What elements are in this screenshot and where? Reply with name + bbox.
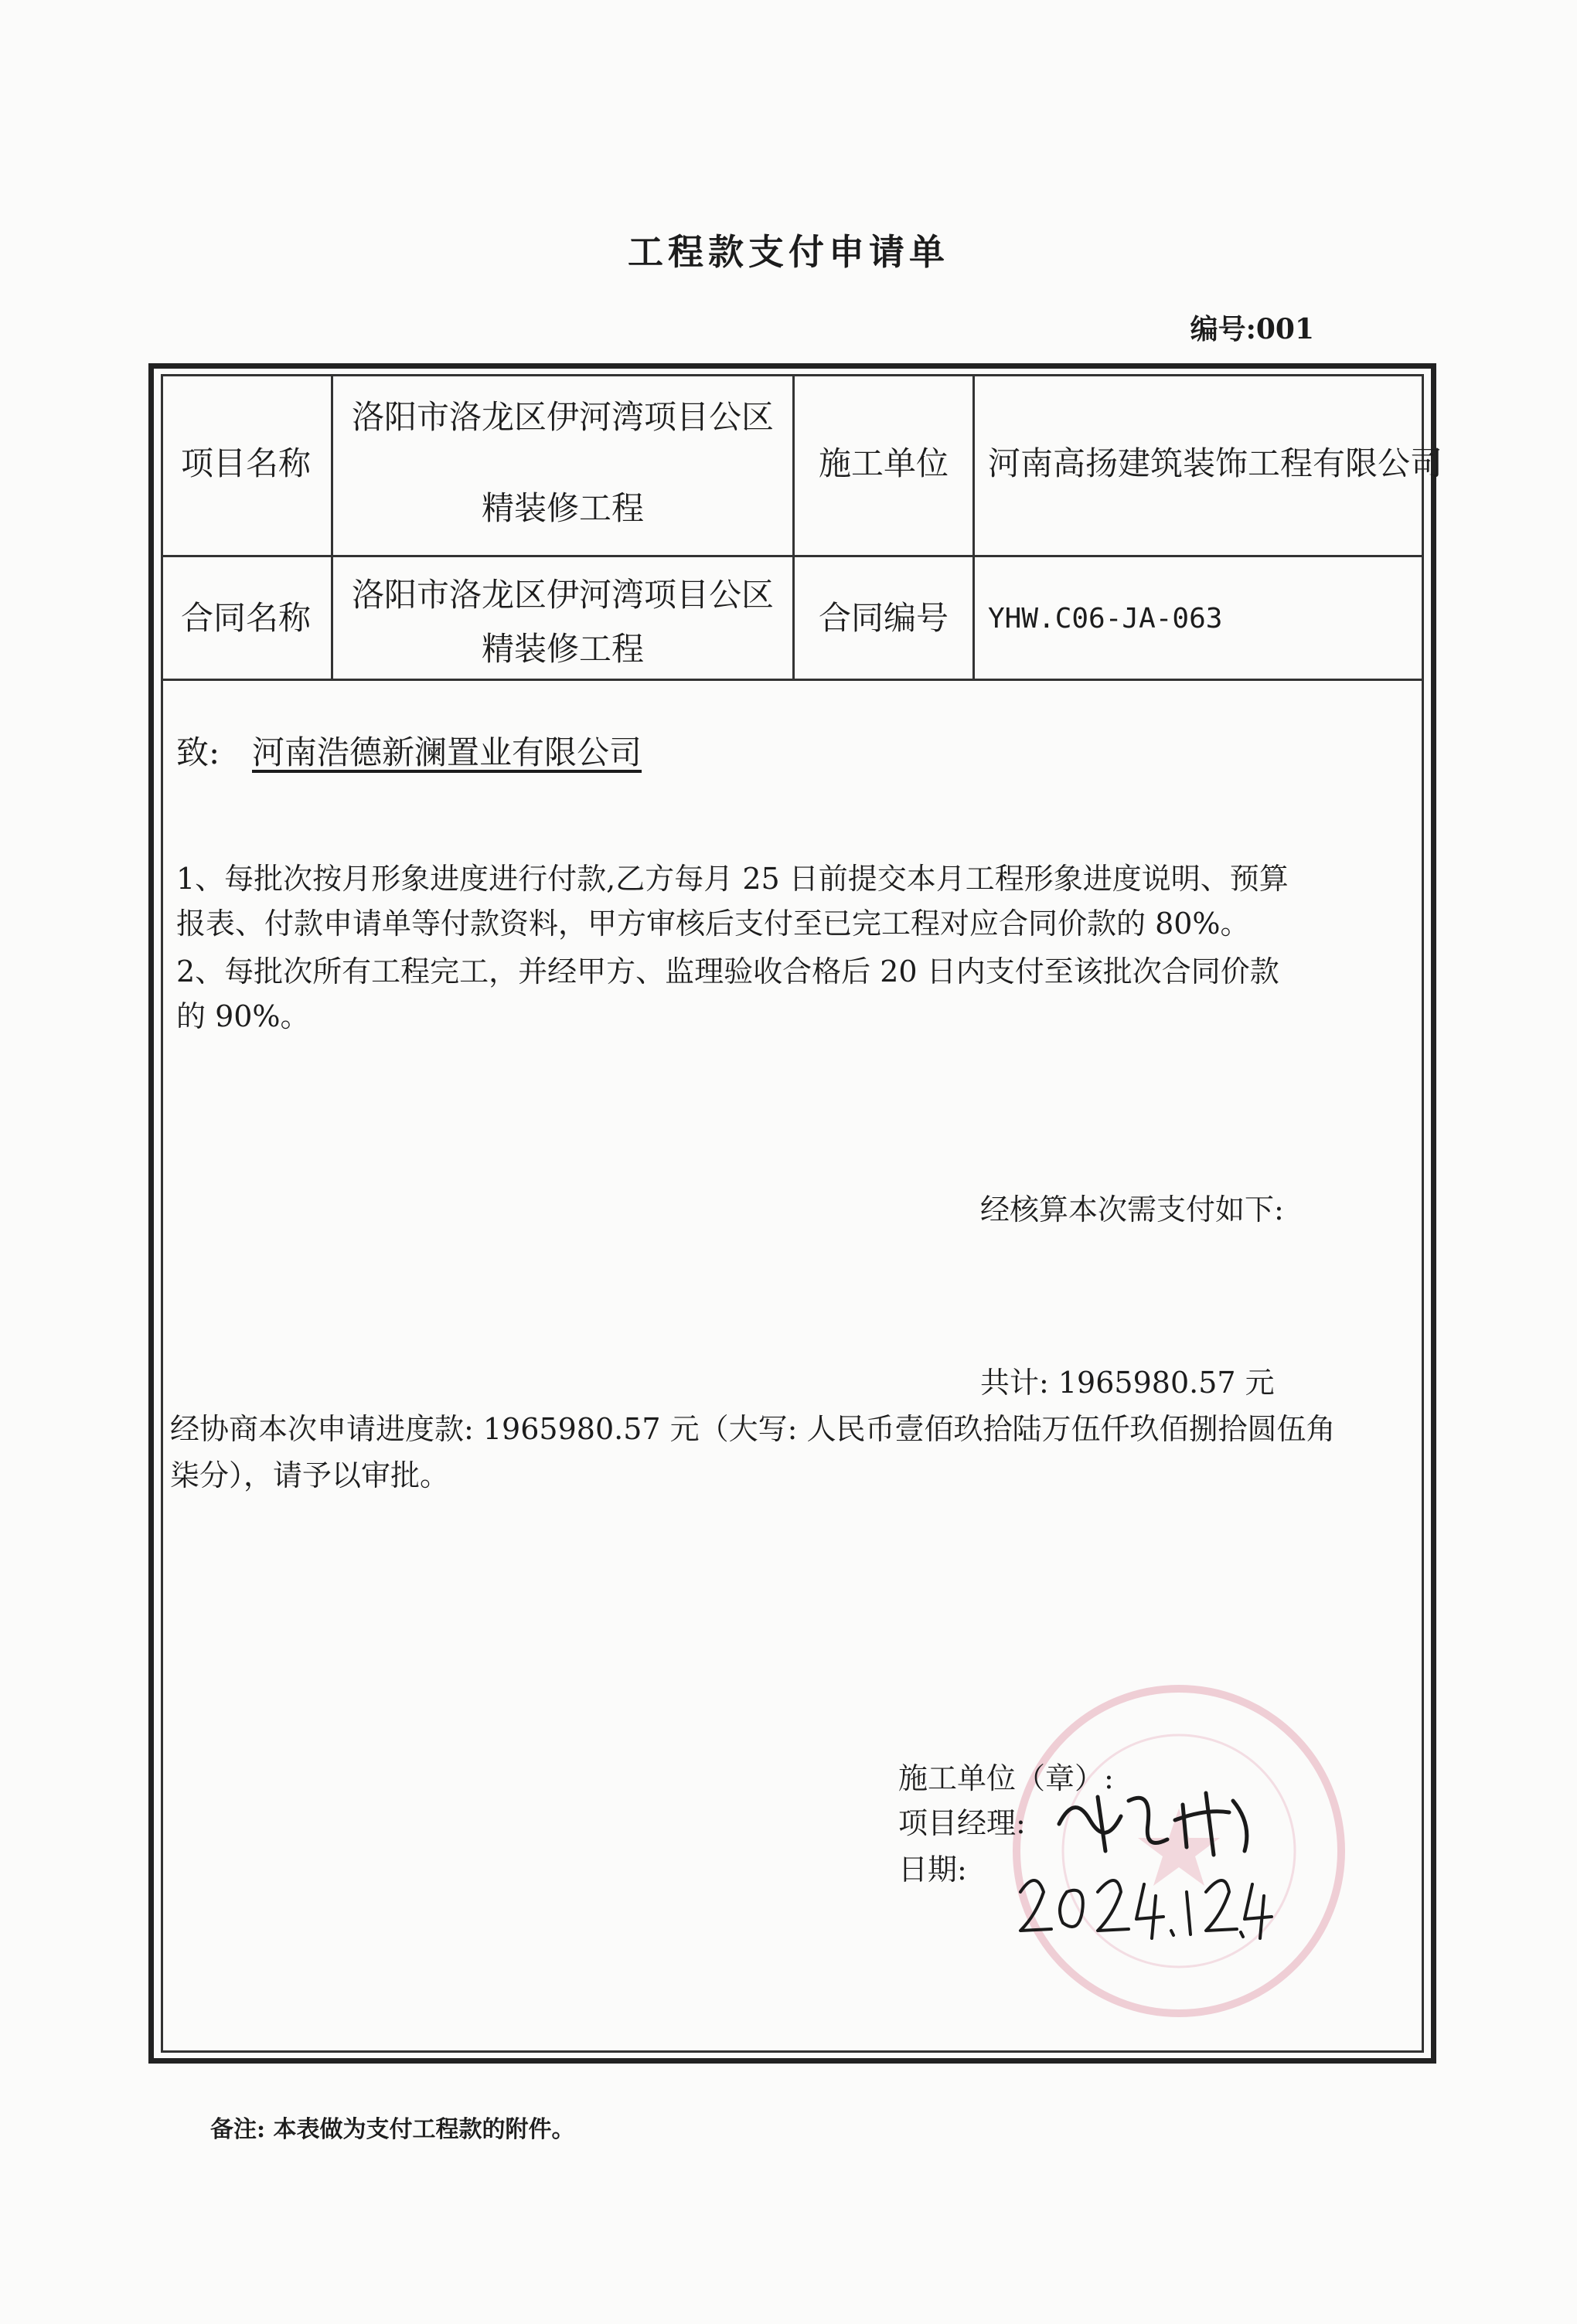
- contractor-label: 施工单位: [818, 444, 949, 482]
- contract-name-line1: 洛阳市洛龙区伊河湾项目公区: [351, 576, 774, 614]
- project-name-label: 项目名称: [180, 444, 311, 482]
- handwritten-date: [1013, 1861, 1276, 1946]
- contractor-value: 河南高扬建筑装饰工程有限公司: [988, 444, 1443, 482]
- project-name-line2: 精装修工程: [481, 489, 644, 527]
- contract-no-label: 合同编号: [818, 599, 949, 637]
- date-label: 日期:: [898, 1853, 967, 1887]
- clause1-line1: 1、每批次按月形象进度进行付款,乙方每月 25 日前提交本月工程形象进度说明、预算: [176, 862, 1289, 896]
- contract-name-label: 合同名称: [180, 599, 311, 637]
- manager-signature: [1051, 1778, 1283, 1863]
- document-number: 编号:001: [1190, 313, 1314, 345]
- document-title: 工程款支付申请单: [628, 231, 949, 273]
- clause1-line2: 报表、付款申请单等付款资料，甲方审核后支付至已完工程对应合同价款的 80%。: [176, 907, 1250, 941]
- total-text: 共计: 1965980.57 元: [980, 1366, 1275, 1400]
- request-line2: 柒分），请予以审批。: [170, 1458, 450, 1492]
- manager-label: 项目经理:: [898, 1806, 1026, 1840]
- to-value: 河南浩德新澜置业有限公司: [252, 733, 642, 771]
- table-divider-col3: [972, 374, 975, 681]
- unit-seal-label: 施工单位（章）:: [898, 1761, 1114, 1795]
- to-label: 致:: [176, 733, 220, 771]
- request-line1: 经协商本次申请进度款: 1965980.57 元（大写: 人民币壹佰玖拾陆万伍仟玖佰捌拾圆伍角: [170, 1412, 1336, 1446]
- contract-no-value: YHW.C06-JA-063: [988, 603, 1223, 635]
- clause2-line2: 的 90%。: [176, 999, 310, 1033]
- project-name-line1: 洛阳市洛龙区伊河湾项目公区: [351, 398, 774, 436]
- contract-name-line2: 精装修工程: [481, 630, 644, 668]
- check-text: 经核算本次需支付如下:: [980, 1193, 1284, 1227]
- clause2-line1: 2、每批次所有工程完工，并经甲方、监理验收合格后 20 日内支付至该批次合同价款: [176, 954, 1279, 988]
- footer-note: 备注: 本表做为支付工程款的附件。: [210, 2116, 575, 2143]
